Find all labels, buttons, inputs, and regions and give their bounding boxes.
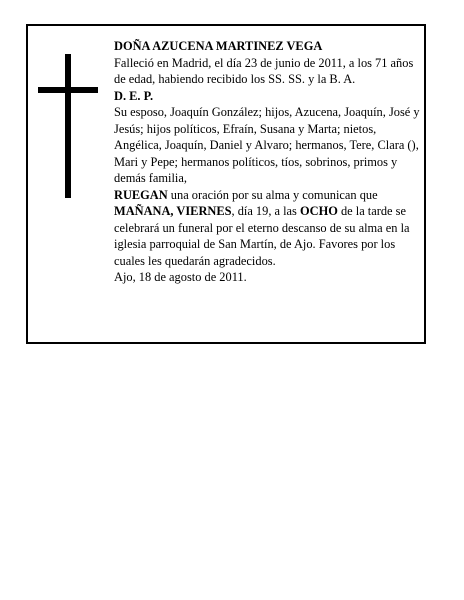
request-text-1: una oración por su alma y comunican que — [167, 187, 378, 202]
cross-vertical-bar — [65, 54, 71, 198]
manana-viernes: MAÑANA, VIERNES — [114, 204, 232, 218]
rip-line: D. E. P. — [114, 88, 154, 103]
request-text-3: de la tarde se celebrará un funeral por el eterno descanso de su alma en la iglesia parroquial de San Martín, de Ajo. Favores por los cuales les quedarán agradecidos. — [114, 204, 410, 268]
ruegan-word: RUEGAN — [114, 187, 168, 202]
deceased-name: DOÑA AZUCENA MARTINEZ VEGA — [114, 39, 323, 53]
cross-horizontal-bar — [38, 87, 98, 93]
cross-icon — [38, 54, 98, 198]
obituary-text — [114, 38, 420, 286]
obituary-notice — [26, 24, 426, 344]
request-text-2: , día 19, a las — [231, 204, 300, 218]
request-paragraph — [114, 187, 420, 270]
family-list: Su esposo, Joaquín González; hijos, Azucena, Joaquín, José y Jesús; hijos políticos, Efraín, Susana y Marta; nietos, Angélica, Joaquín, Daniel y Alvaro; hermanos, Tere, Clara (), Mari y Pepe; hermanos políticos, tíos, sobrinos, primos y demás familia, — [114, 105, 420, 185]
death-statement: Falleció en Madrid, el día 23 de junio de 2011, a los 71 años de edad, habiendo recibido los SS. SS. y la B. A. — [114, 55, 414, 86]
ocho-word: OCHO — [299, 204, 338, 218]
place-date: Ajo, 18 de agosto de 2011. — [114, 270, 247, 284]
